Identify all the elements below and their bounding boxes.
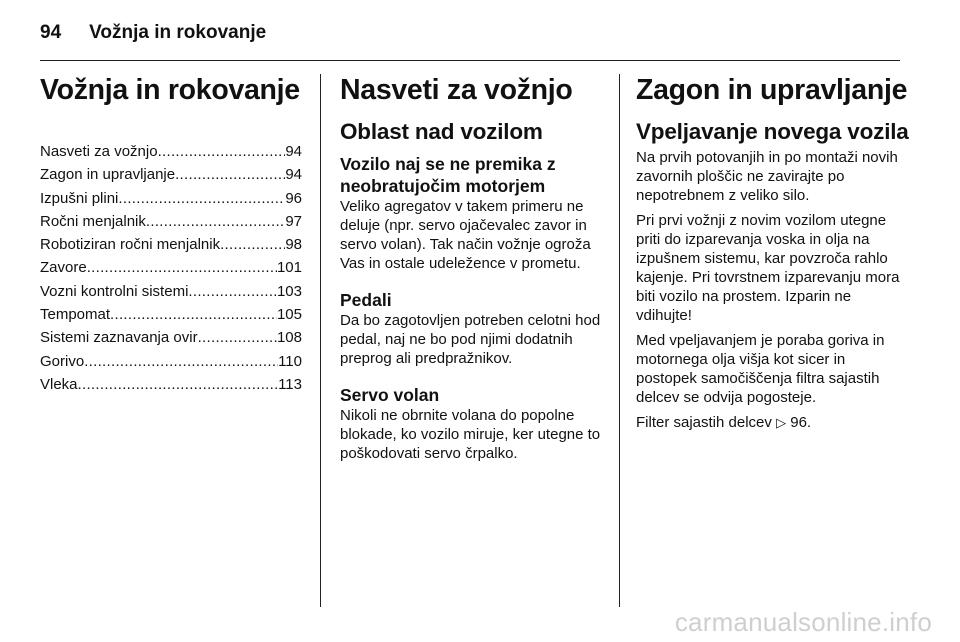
toc-leader-dots xyxy=(110,306,277,323)
toc-leader-dots xyxy=(78,376,279,393)
page-reference-arrow-icon: ▷ xyxy=(776,415,787,430)
toc-entry-title: Tempomat xyxy=(40,306,111,324)
reference-page: 96. xyxy=(790,414,812,431)
toc-entry-title: Gorivo xyxy=(40,352,85,370)
toc-leader-dots xyxy=(198,329,277,346)
toc-leader-dots xyxy=(220,236,285,253)
toc-entry-page: 94 xyxy=(285,166,302,184)
reference-text: Filter sajastih delcev xyxy=(636,414,772,431)
toc-entry[interactable] xyxy=(40,166,302,189)
toc-entry[interactable] xyxy=(40,190,302,213)
body-engine-off: Veliko agregatov v takem primeru ne deluje (npr. servo ojačevalec zavor in servo volan). Tak način vožnje ogroža Vas in ostale udeležence v prometu. xyxy=(340,198,591,272)
column-divider-2 xyxy=(619,74,620,607)
toc-entry[interactable] xyxy=(40,213,302,236)
toc-entry-page: 103 xyxy=(276,282,302,300)
running-title: Vožnja in rokovanje xyxy=(89,22,267,43)
paragraph-reference xyxy=(636,413,908,432)
toc-entry[interactable] xyxy=(40,259,302,282)
watermark: carmanualsonline.info xyxy=(674,607,932,637)
toc-entry-title: Sistemi zaznavanja ovir xyxy=(40,329,198,347)
toc-entry[interactable] xyxy=(40,283,302,306)
toc-entry-page: 108 xyxy=(276,329,302,347)
toc-leader-dots xyxy=(118,190,285,207)
paragraph-brake-pads: Na prvih potovanjih in po montaži novih zavornih ploščic ne zavirajte po nepotrebnem z veliko silo. xyxy=(636,149,898,204)
toc-entry[interactable] xyxy=(40,236,302,259)
section-title-driving-tips: Nasveti za vožnjo xyxy=(340,74,573,106)
toc-entry-title: Ročni menjalnik xyxy=(40,212,146,230)
body-power-steering: Nikoli ne obrnite volana do popolne blokade, ko vozilo miruje, ker utegne to poškodovati servo črpalko. xyxy=(340,407,601,462)
body-pedals: Da bo zagotovljen potreben celotni hod pedal, naj ne bo pod njimi dodatnih preprog ali predpražnikov. xyxy=(340,312,601,367)
toc-entry[interactable] xyxy=(40,353,302,376)
chapter-title: Vožnja in rokovanje xyxy=(40,74,300,106)
toc-leader-dots xyxy=(146,213,285,230)
toc-entry-title: Vleka xyxy=(40,375,78,393)
heading-engine-off: Vozilo naj se ne premika z neobratujočim motorjem xyxy=(340,154,556,196)
paragraph-evaporation: Pri prvi vožnji z novim vozilom utegne priti do izparevanja voska in olja na izpušnem sistemu, kar povzroča rahlo kajenje. Pri tovrstnem izparevanju mora biti vozilo na prostem. Izparin ne vdihujte! xyxy=(636,212,900,324)
toc-leader-dots xyxy=(158,143,286,160)
toc-entry-title: Robotiziran ročni menjalnik xyxy=(40,236,221,254)
section-title-starting: Zagon in upravljanje xyxy=(636,74,908,106)
toc-entry[interactable] xyxy=(40,376,302,399)
right-column xyxy=(636,74,908,432)
toc-entry-title: Zagon in upravljanje xyxy=(40,166,176,184)
toc-entry-title: Izpušni plini xyxy=(40,189,119,207)
toc-entry-page: 113 xyxy=(278,375,302,393)
toc-leader-dots xyxy=(188,283,277,300)
toc-leader-dots xyxy=(87,259,277,276)
toc-entry-page: 105 xyxy=(276,306,302,324)
toc-entry-title: Zavore xyxy=(40,259,87,277)
toc-entry-title: Nasveti za vožnjo xyxy=(40,143,158,160)
column-divider-1 xyxy=(320,74,321,607)
middle-column xyxy=(340,74,606,463)
toc-entry-page: 101 xyxy=(276,259,302,277)
toc-entry-page: 94 xyxy=(285,143,302,160)
toc-entry[interactable] xyxy=(40,329,302,352)
toc-leader-dots xyxy=(84,353,278,370)
toc-entry-title: Vozni kontrolni sistemi xyxy=(40,282,189,300)
toc-entry-page: 96 xyxy=(285,189,302,207)
subsection-title-vehicle-control: Oblast nad vozilom xyxy=(340,119,543,144)
subsection-title-running-in: Vpeljavanje novega vozila xyxy=(636,119,909,144)
page-header xyxy=(40,18,266,48)
toc-entry[interactable] xyxy=(40,306,302,329)
toc-leader-dots xyxy=(175,166,285,183)
toc-entry-page: 97 xyxy=(285,212,302,230)
heading-power-steering: Servo volan xyxy=(340,385,440,405)
toc-entry-page: 110 xyxy=(278,352,302,370)
paragraph-consumption: Med vpeljavanjem je poraba goriva in motornega olja višja kot sicer in postopek samočiščenja filtra sajastih delcev se odvija pogosteje. xyxy=(636,332,885,406)
left-column xyxy=(40,74,302,399)
header-rule xyxy=(40,60,900,61)
toc-entry-page: 98 xyxy=(285,236,302,254)
heading-pedals: Pedali xyxy=(340,290,392,310)
toc-entry[interactable] xyxy=(40,143,302,166)
table-of-contents xyxy=(40,143,302,399)
page-number: 94 xyxy=(40,22,62,43)
